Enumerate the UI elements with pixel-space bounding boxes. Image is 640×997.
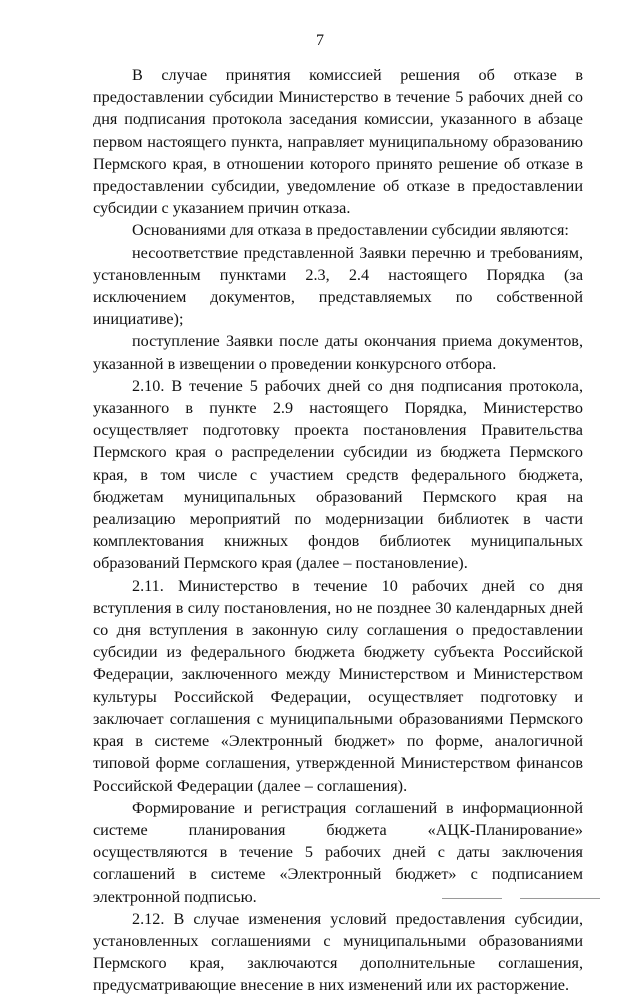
paragraph-section-2-11: 2.11. Министерство в течение 10 рабочих дней со дня вступления в силу постановления, но не позднее 30 календарных дней со дня вступления в законную силу соглашения о предоставлении субсидии из федерального бюджета бюджету субъекта Российской Федерации, заключенного между Министерством и Министерством культуры Российской Федерации, осуществляет подготовку и заключает соглашения с муниципальными образованиями Пермского края в системе «Электронный бюджет» по форме, аналогичной типовой форме соглашения, утвержденной Министерством финансов Российской Федерации (далее – соглашения).: [93, 576, 583, 795]
paragraph-refusal-ground-mismatch: несоответствие представленной Заявки перечню и требованиям, установленным пунктами 2.3, 2.4 настоящего Порядка (за исключением документов, представляемых по собственной инициативе);: [93, 243, 583, 329]
paragraph-section-2-12: 2.12. В случае изменения условий предоставления субсидии, установленных соглашениями с муниципальными образованиями Пермского края, заключаются дополнительные соглашения, предусматривающие внесение в них изменений или их расторжение.: [93, 909, 583, 995]
page-number: 7: [316, 32, 324, 49]
scan-edge-mark: [520, 898, 600, 899]
paragraph-section-2-10: 2.10. В течение 5 рабочих дней со дня подписания протокола, указанного в пункте 2.9 настоящего Порядка, Министерство осуществляет подготовку проекта постановления Правительства Пермского края о распределении субсидии из бюджета Пермского края, в том числе с участием средств федерального бюджета, бюджетам муниципальных образований Пермского края на реализацию мероприятий по модернизации библиотек в части комплектования книжных фондов библиотек муниципальных образований Пермского края (далее – постановление).: [93, 376, 583, 573]
document-body: [93, 64, 583, 997]
paragraph-agreement-registration: Формирование и регистрация соглашений в информационной системе планирования бюджета «АЦК-Планирование» осуществляются в течение 5 рабочих дней с даты заключения соглашений в системе «Электронный бюджет» с подписанием электронной подписью.: [93, 798, 583, 906]
paragraph-refusal-notification: В случае принятия комиссией решения об отказе в предоставлении субсидии Министерство в течение 5 рабочих дней со дня подписания протокола заседания комиссии, указанного в абзаце первом настоящего пункта, направляет муниципальному образованию Пермского края, в отношении которого принято решение об отказе в предоставлении субсидии, уведомление об отказе в предоставлении субсидии с указанием причин отказа.: [93, 66, 583, 218]
paragraph-refusal-ground-late-submission: поступление Заявки после даты окончания приема документов, указанной в извещении о проведении конкурсного отбора.: [93, 332, 583, 373]
scan-edge-mark: [442, 898, 502, 899]
paragraph-refusal-grounds-intro: Основаниями для отказа в предоставлении субсидии являются:: [132, 221, 569, 240]
